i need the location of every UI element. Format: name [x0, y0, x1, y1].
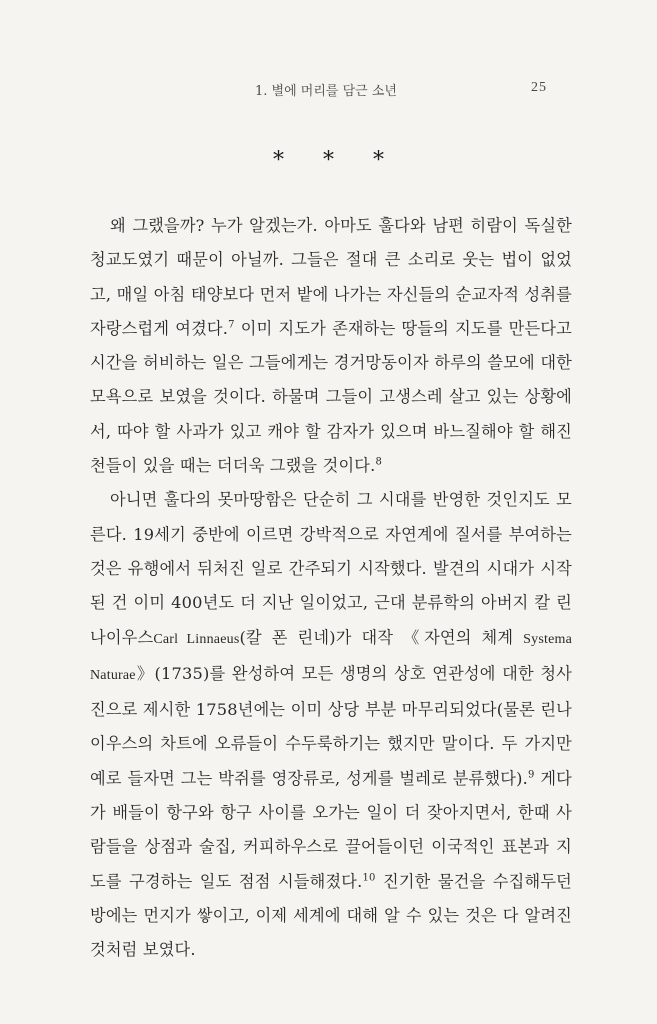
section-break-asterisks: * * * [273, 148, 400, 173]
footnote-reference: 10 [362, 872, 376, 884]
chapter-running-title: 1. 별에 머리를 담근 소년 [255, 84, 397, 99]
body-text [90, 209, 572, 968]
text-run: 왜 그랬을까? 누가 알겠는가. 아마도 훌다와 남편 히람이 독실한 청교도였기 때문이 아닐까. 그들은 절대 큰 소리로 웃는 법이 없었고, 매일 아침 태양보다 먼저 밭에 나가는 자신들의 순교자적 성취를 자랑스럽게 여겼다. [90, 216, 572, 338]
footnote-reference: 8 [375, 456, 383, 468]
footnote-reference: 9 [527, 769, 535, 781]
footnote-reference: 7 [228, 319, 235, 331]
paragraph [90, 483, 572, 967]
latin-term: Carl Linnaeus [153, 631, 240, 647]
running-header [0, 80, 657, 100]
text-run: 이미 지도가 존재하는 땅들의 지도를 만든다고 시간을 허비하는 일은 그들에게는 경거망동이자 하루의 쓸모에 대한 모욕으로 보였을 것이다. 하물며 그들이 고생스레 살고 있는 상황에서, 따야 할 사과가 있고 캐야 할 감자가 있으며 바느질해야 할 해진 천들이 있을 때는 더더욱 그랬을 것이다. [90, 318, 573, 476]
text-run: 게다가 배들이 항구와 항구 사이를 오가는 일이 더 잦아지면서, 한때 사람들을 상점과 술집, 커피하우스로 끌어들이던 이국적인 표본과 지도를 구경하는 일도 점점 시들해졌다. [90, 768, 572, 891]
text-run: 》(1735)를 완성하여 모든 생명의 상호 연관성에 대한 청사진으로 제시한 1758년에는 이미 상당 부분 마무리되었다(물론 린나이우스의 차트에 오류들이 수두룩하기는 했지만 말이다. 두 가지만 예로 들자면 그는 박쥐를 영장류로, 성게를 벌레로 분류했다). [90, 663, 572, 788]
text-run: (칼 폰 린네)가 대작 《자연의 체계 [239, 627, 524, 647]
text-run: 진기한 물건을 수집해두던 방에는 먼지가 쌓이고, 이제 세계에 대해 알 수 있는 것은 다 알려진 것처럼 보였다. [90, 871, 572, 960]
latin-term: Systema Naturae [90, 631, 572, 683]
paragraph [90, 209, 572, 483]
text-run: 아니면 훌다의 못마땅함은 단순히 그 시대를 반영한 것인지도 모른다. 19세기 중반에 이르면 강박적으로 자연계에 질서를 부여하는 것은 유행에서 뒤처진 일로 간주되기 시작했다. 발견의 시대가 시작된 건 이미 400년도 더 지난 일이었고, 근대 분류학의 아버지 칼 린나이우스 [90, 490, 572, 647]
page-number: 25 [531, 80, 547, 95]
